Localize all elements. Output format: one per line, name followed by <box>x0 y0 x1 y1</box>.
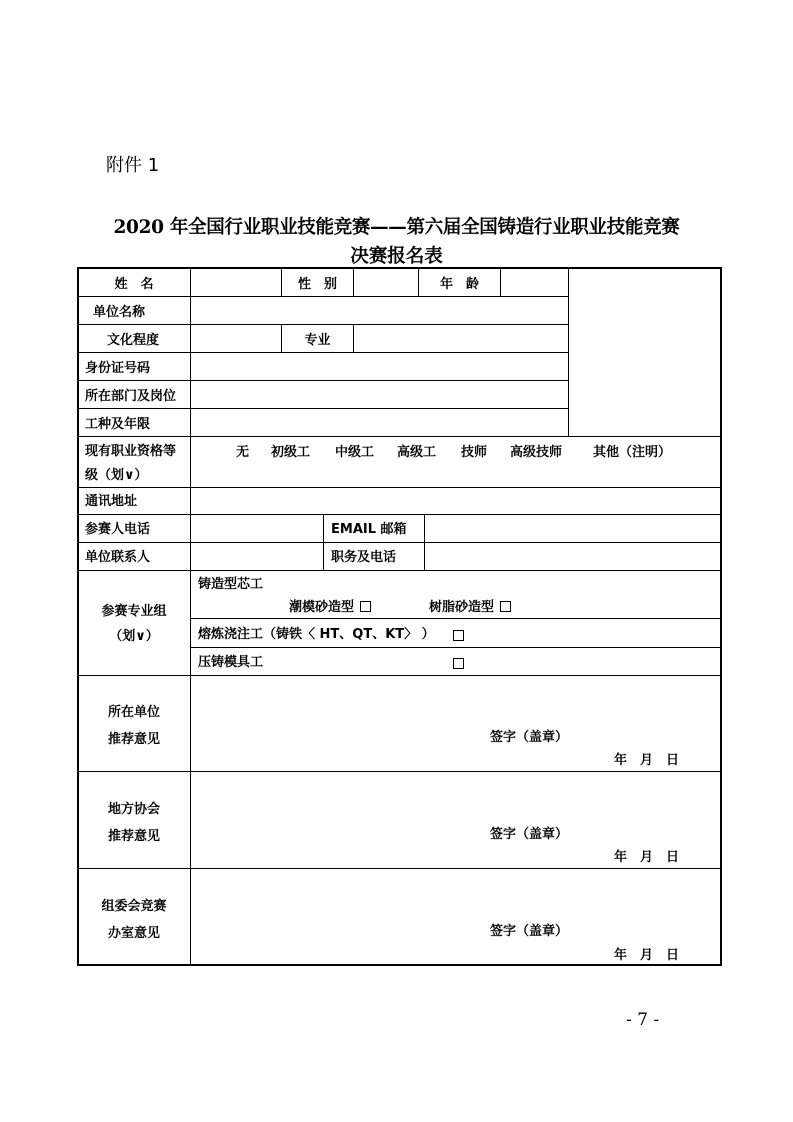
qualification-option: 高级工 <box>397 445 437 460</box>
row-line <box>78 296 569 297</box>
group-resin-sand[interactable] <box>429 600 511 616</box>
pouring-checkbox[interactable] <box>453 630 464 641</box>
page-number: - 7 - <box>626 1010 660 1030</box>
col-line <box>500 268 501 296</box>
qualification-option: 其他（注明） <box>593 445 672 460</box>
col-line <box>353 324 354 352</box>
row-line <box>78 487 722 488</box>
assoc-opinion-label-2: 推荐意见 <box>107 829 160 844</box>
office-opinion-label-1: 组委会竞赛 <box>101 899 167 914</box>
unit-signature: 签字（盖章） <box>490 730 569 745</box>
address-label: 通讯地址 <box>85 494 138 509</box>
qualification-option: 初级工 <box>271 445 311 460</box>
office-date: 年 月 日 <box>614 948 680 963</box>
group-pouring-label: 熔炼浇注工（铸铁〈 HT、QT、KT〉 ） <box>198 627 435 642</box>
row-line <box>78 542 722 543</box>
col-line <box>424 514 425 570</box>
qualification-option: 中级工 <box>335 445 375 460</box>
row-line <box>78 514 722 515</box>
office-signature: 签字（盖章） <box>490 924 569 939</box>
age-label: 年 龄 <box>439 277 479 292</box>
assoc-date: 年 月 日 <box>614 850 680 865</box>
qualification-option: 无 <box>236 445 250 460</box>
unit-opinion-label-2: 推荐意见 <box>107 732 160 747</box>
row-line <box>78 352 569 353</box>
attachment-label: 附件 1 <box>106 155 160 176</box>
major-label: 专业 <box>304 333 331 348</box>
row-line <box>78 868 722 869</box>
unit-opinion-label-1: 所在单位 <box>107 705 160 720</box>
col-line <box>568 268 569 436</box>
trade-label: 工种及年限 <box>85 417 151 432</box>
form-title: 2020 年全国行业职业技能竞赛——第六届全国铸造行业职业技能竞赛 <box>113 217 680 238</box>
wet-sand-checkbox[interactable] <box>360 601 371 612</box>
id-number-label: 身份证号码 <box>85 361 151 376</box>
resin-sand-label: 树脂砂造型 <box>429 600 495 615</box>
education-label: 文化程度 <box>107 333 160 348</box>
phone-label: 参赛人电话 <box>85 522 151 537</box>
row-line <box>78 570 722 571</box>
row-line <box>78 380 569 381</box>
row-line <box>78 675 722 676</box>
group-label-1: 参赛专业组 <box>101 604 167 619</box>
qualification-option: 技师 <box>461 445 488 460</box>
form-subtitle: 决赛报名表 <box>350 246 443 267</box>
qualification-label-1: 现有职业资格等 <box>85 444 177 459</box>
unit-date: 年 月 日 <box>614 753 680 768</box>
gender-label: 性 别 <box>297 277 337 292</box>
office-opinion-label-2: 办室意见 <box>107 926 160 941</box>
assoc-opinion-label-1: 地方协会 <box>107 802 160 817</box>
department-label: 所在部门及岗位 <box>85 389 177 404</box>
group-casting-core: 铸造型芯工 <box>198 577 264 592</box>
wet-sand-label: 潮模砂造型 <box>289 600 355 615</box>
group-label-2: （划∨） <box>109 629 159 644</box>
company-label: 单位名称 <box>93 305 146 320</box>
group-die-casting-label: 压铸模具工 <box>198 655 264 670</box>
die-casting-checkbox[interactable] <box>453 658 464 669</box>
qualification-option: 高级技师 <box>510 445 563 460</box>
name-label: 姓 名 <box>114 277 154 292</box>
contact-label: 单位联系人 <box>85 550 151 565</box>
assoc-signature: 签字（盖章） <box>490 827 569 842</box>
col-line <box>353 268 354 296</box>
row-line <box>190 618 722 619</box>
col-line <box>190 268 191 965</box>
qualification-label-2: 级（划∨） <box>85 468 148 483</box>
duty-phone-label: 职务及电话 <box>331 550 397 565</box>
row-line <box>78 771 722 772</box>
col-line <box>323 514 324 570</box>
row-line <box>78 436 722 437</box>
row-line <box>190 647 722 648</box>
row-line <box>78 408 569 409</box>
row-line <box>78 324 569 325</box>
email-label: EMAIL 邮箱 <box>331 522 407 537</box>
resin-sand-checkbox[interactable] <box>500 601 511 612</box>
group-wet-sand[interactable] <box>289 600 371 616</box>
